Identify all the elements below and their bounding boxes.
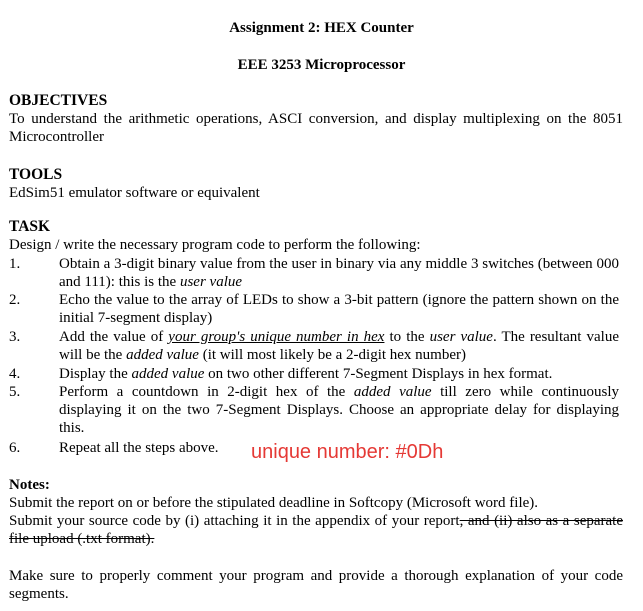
list-item-number: 4. [9,366,21,382]
item-underlined: your group's unique number in hex [168,329,385,345]
item-emphasis: added value [131,366,205,382]
tools-text: EdSim51 emulator software or equivalent [9,185,260,201]
item-text: Obtain a 3-digit binary value from the user in binary via any middle 3 switches (between 000 and 111): this is the [59,256,619,290]
list-item-number: 1. [9,256,21,272]
notes-heading: Notes: [9,477,50,493]
task-intro: Design / write the necessary program code to perform the following: [9,237,421,253]
list-item [59,255,619,291]
item-text: Echo the value to the array of LEDs to show a 3-bit pattern (ignore the pattern shown on the initial 7-segment display) [59,292,619,326]
item-text: Display the [59,366,132,382]
item-text: on two other different 7-Segment Displays in hex format. [204,366,553,382]
item-emphasis: user value [429,329,493,345]
notes-line: Submit the report on or before the stipulated deadline in Softcopy (Microsoft word file). [9,495,539,511]
list-item [59,328,619,364]
closing-paragraph: Make sure to properly comment your program and provide a thorough explanation of your code segments. [9,568,623,602]
list-item-number: 6. [9,440,21,456]
item-text: Add the value of [59,329,169,345]
list-item-number: 3. [9,329,21,345]
task-heading: TASK [9,218,51,235]
item-emphasis: added value [126,347,199,363]
notes-strikethrough: , and (ii) also as a separate file upload (.txt format). [9,513,623,547]
item-emphasis: added value [353,384,432,400]
item-text: to the [384,329,430,345]
document-title: Assignment 2: HEX Counter [229,20,414,36]
list-item [59,365,619,383]
item-text: till zero while continuously displaying it on the two 7-Segment Displays. Choose an appropriate delay for displaying this. [59,384,619,436]
item-text: . The resultant value will be the [59,329,619,363]
list-item-number: 2. [9,292,21,308]
course-title: EEE 3253 Microprocessor [237,57,406,73]
list-item [59,439,219,457]
item-emphasis: user value [179,274,243,290]
objectives-text: To understand the arithmetic operations, ASCI conversion, and display multiplexing on the 8051 Microcontroller [9,111,623,145]
list-item [59,383,619,437]
tools-heading: TOOLS [9,166,63,183]
objectives-heading: OBJECTIVES [9,92,108,109]
item-text: Repeat all the steps above. [59,440,219,456]
list-item-number: 5. [9,384,21,400]
item-text: (it will most likely be a 2-digit hex number) [198,347,467,363]
list-item [59,291,619,327]
unique-number-annotation: unique number: #0Dh [251,441,444,463]
notes-line [9,512,623,548]
item-text: Perform a countdown in 2-digit hex of the [59,384,354,400]
notes-text: Submit your source code by (i) attaching it in the appendix of your report [9,513,460,529]
